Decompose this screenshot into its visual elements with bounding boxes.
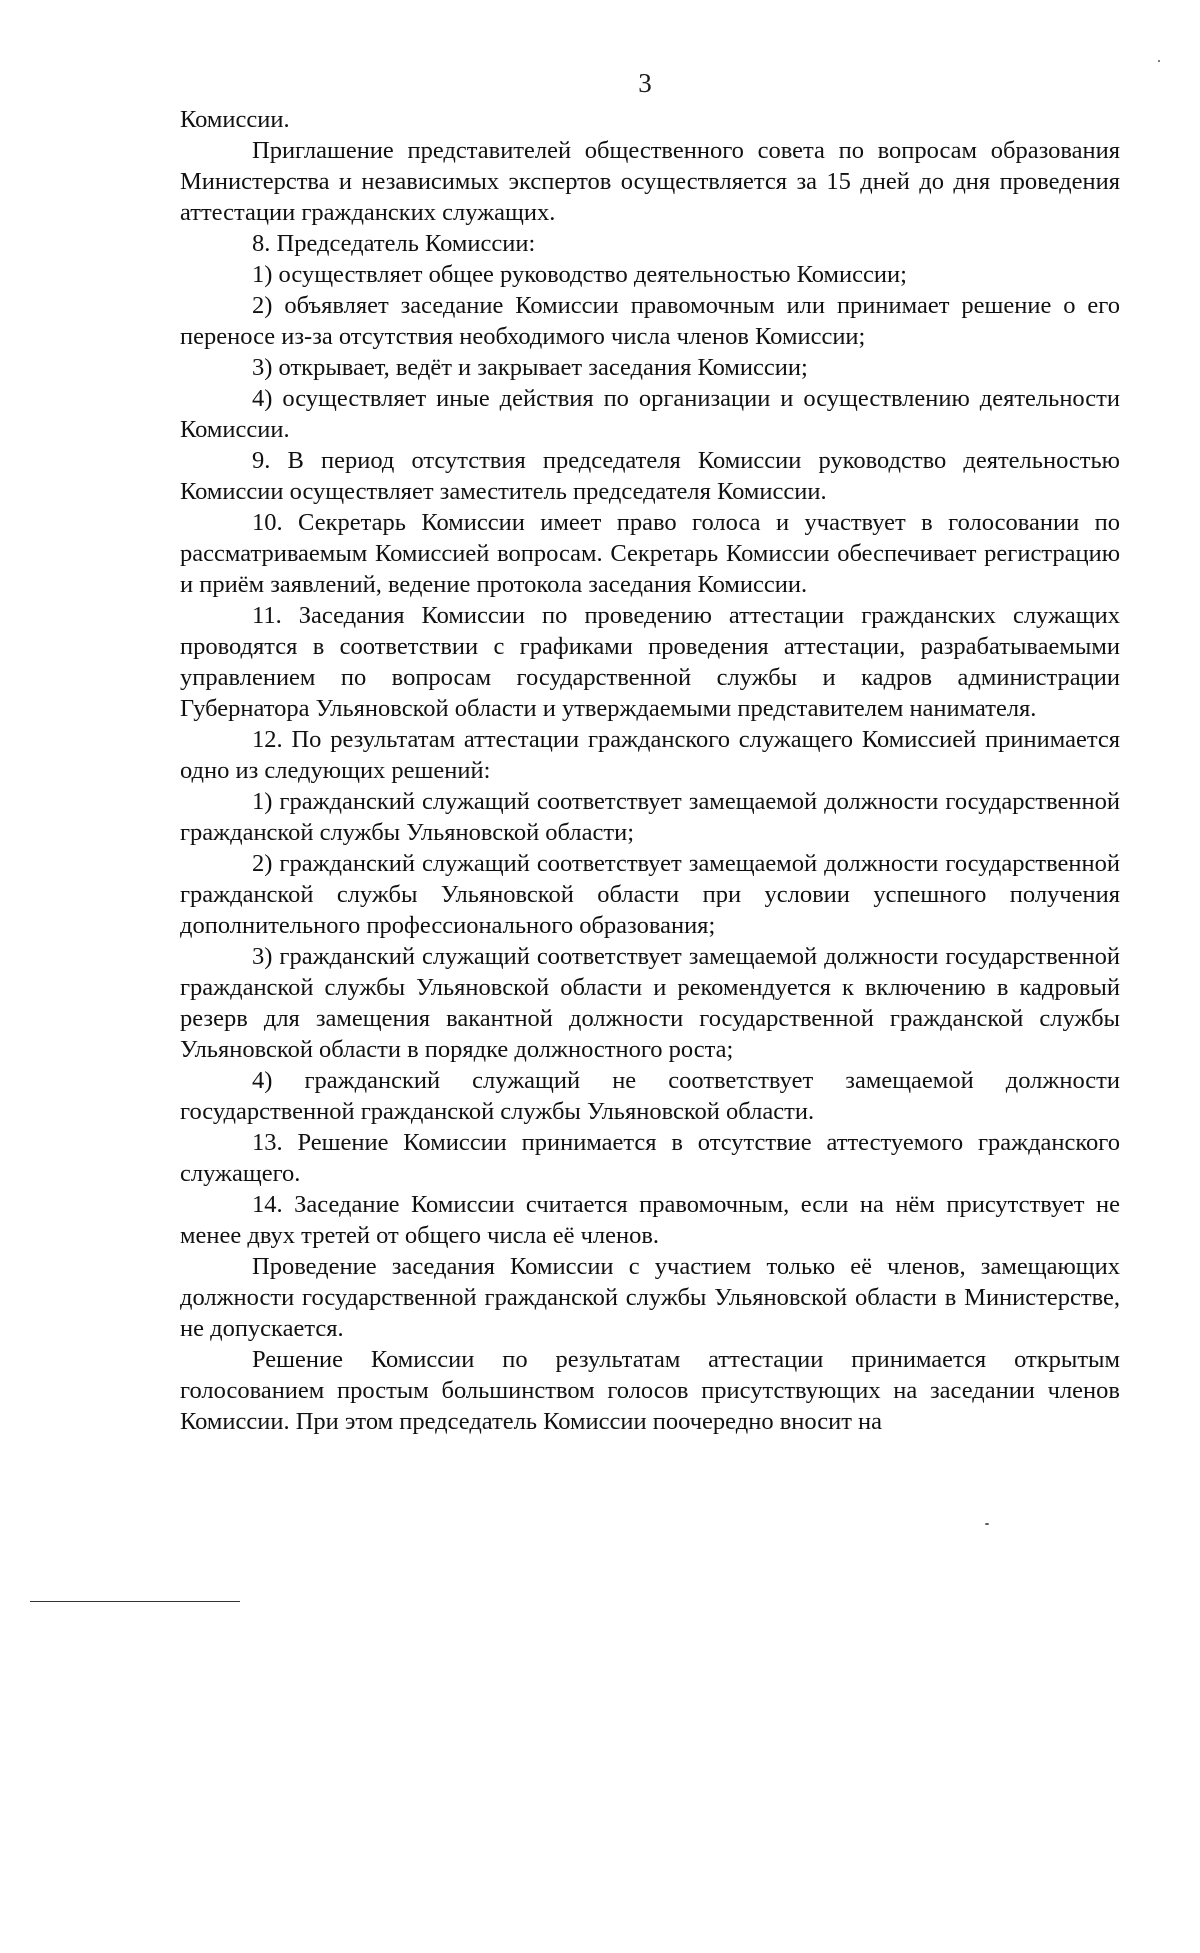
scan-speck (985, 1523, 989, 1525)
paragraph: 1) осуществляет общее руководство деятельностью Комиссии; (252, 261, 907, 288)
paragraph: 10. Секретарь Комиссии имеет право голоса и участвует в голосовании по рассматриваемым Комиссией вопросам. Секретарь Комиссии обеспечивает регистрацию и приём заявлений, ведение протокола заседания Комиссии. (180, 509, 1120, 598)
paragraph: 11. Заседания Комиссии по проведению аттестации гражданских служащих проводятся в соответствии с графиками проведения аттестации, разрабатываемыми управлением по вопросам государственной службы и кадров администрации Губернатора Ульяновской области и утверждаемыми представителем нанимателя. (180, 602, 1120, 722)
paragraph: 8. Председатель Комиссии: (252, 230, 536, 257)
paragraph: 3) гражданский служащий соответствует замещаемой должности государственной гражданской службы Ульяновской области и рекомендуется к включению в кадровый резерв для замещения вакантной должности государственной гражданской службы Ульяновской области в порядке должностного роста; (180, 943, 1120, 1063)
paragraph: 14. Заседание Комиссии считается правомочным, если на нём присутствует не менее двух третей от общего числа её членов. (180, 1191, 1120, 1249)
paragraph: Комиссии. (180, 106, 290, 133)
paragraph: Приглашение представителей общественного совета по вопросам образования Министерства и независимых экспертов осуществляется за 15 дней до дня проведения аттестации гражданских служащих. (180, 137, 1120, 226)
paragraph: 13. Решение Комиссии принимается в отсутствие аттестуемого гражданского служащего. (180, 1129, 1120, 1187)
paragraph: 2) гражданский служащий соответствует замещаемой должности государственной гражданской службы Ульяновской области при условии успешного получения дополнительного профессионального образования; (180, 850, 1120, 939)
paragraph: 1) гражданский служащий соответствует замещаемой должности государственной гражданской службы Ульяновской области; (180, 788, 1120, 846)
footnote-separator-line (30, 1601, 240, 1602)
paragraph: Проведение заседания Комиссии с участием только её членов, замещающих должности государственной гражданской службы Ульяновской области в Министерстве, не допускается. (180, 1253, 1120, 1342)
paragraph: 4) гражданский служащий не соответствует замещаемой должности государственной гражданской службы Ульяновской области. (180, 1067, 1120, 1125)
document-body (180, 104, 1120, 1437)
page-number: 3 (638, 68, 652, 98)
paragraph: 2) объявляет заседание Комиссии правомочным или принимает решение о его переносе из-за отсутствия необходимого числа членов Комиссии; (180, 292, 1120, 350)
paragraph: 9. В период отсутствия председателя Комиссии руководство деятельностью Комиссии осуществляет заместитель председателя Комиссии. (180, 447, 1120, 505)
scan-speck (1158, 60, 1160, 62)
paragraph: 12. По результатам аттестации гражданского служащего Комиссией принимается одно из следующих решений: (180, 726, 1120, 784)
paragraph: Решение Комиссии по результатам аттестации принимается открытым голосованием простым большинством голосов присутствующих на заседании членов Комиссии. При этом председатель Комиссии поочередно вносит на (180, 1346, 1120, 1435)
paragraph: 4) осуществляет иные действия по организации и осуществлению деятельности Комиссии. (180, 385, 1120, 443)
paragraph: 3) открывает, ведёт и закрывает заседания Комиссии; (252, 354, 808, 381)
